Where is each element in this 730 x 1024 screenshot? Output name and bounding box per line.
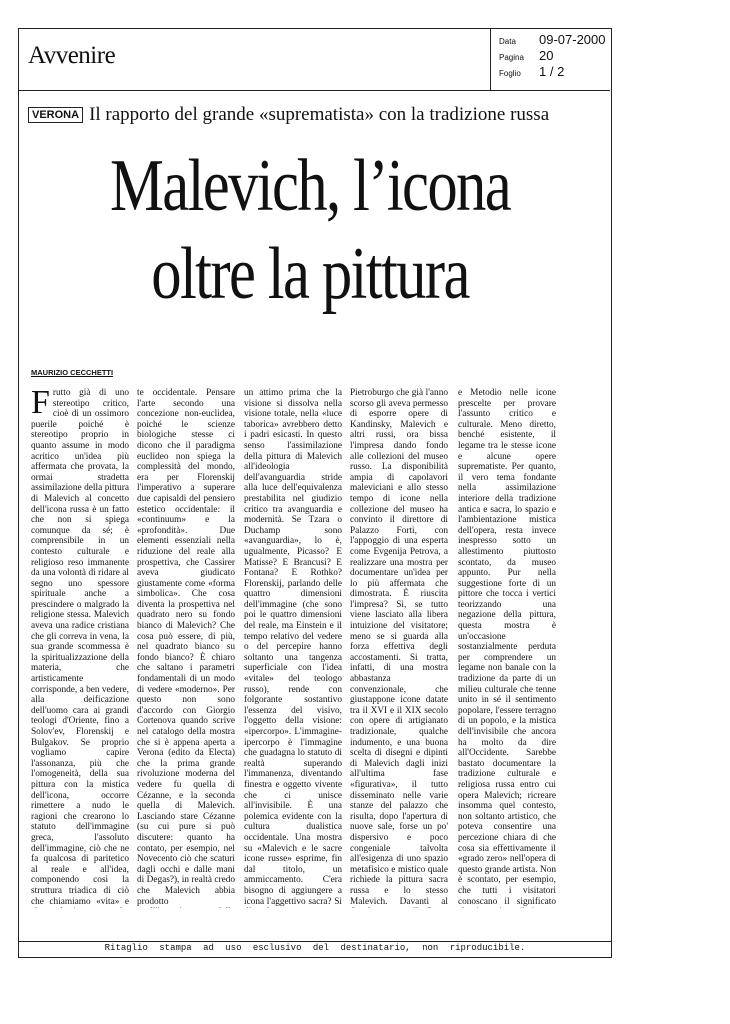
date-label: Data [499,37,516,46]
reproduction-notice: Ritaglio stampa ad uso esclusivo del destinatario, non riproducibile. [18,939,612,958]
column-2-text: te occidentale. Pensare l'arte secondo una concezione non-euclidea, poiché le scienze biologiche stesse ci dicono che il paradigma euclideo non spiega la complessità del mondo, era per Florenskij l'imperativo a superare due capisaldi del pensiero estetico occidentale: il «continuum» e la «profondità». Due elementi essenziali nella riduzione del reale alla prospettiva, che Cassirer aveva giudicato giustamente come «forma simbolica». Che cosa diventa la prospettiva nel quadrato nero su fondo bianco di Malevich? Che cosa può essere, di più, nel quadrato bianco su fondo bianco? È chiaro che saltano i parametri fondamentali di un modo di vedere «moderno». Per questo non sono d'accordo con Giorgio Cortenova quando scrive nel catalogo della mostra che si è appena aperta a Verona (edito da Electa) che la prima grande rivoluzione moderna del vedere fu quella di Cézanne, e la seconda quella di Malevich. Lasciando stare Cézanne (su cui pure si può discutere: quanto ha contato, per esempio, nel Novecento ciò che scaturì dagli occhi e dalle mani di Degas?), in realtà credo che Malevich abbia prodotto [137,388,235,907]
sheet-label: Foglio [499,69,521,78]
kicker-text: Il rapporto del grande «suprematista» con la tradizione russa [89,104,550,125]
date-value: 09-07-2000 [539,32,606,47]
newspaper-logo: Avvenire [28,42,116,69]
byline: MAURIZIO CECCHETTI [31,368,114,377]
date-row [499,32,610,48]
column-1-text: rutto già di uno stereotipo critico, cioè di un ossimoro puerile poiché è stereotipo proprio in quanto assume in modo acritico un'idea più affermata che provata, la ormai stradetta assimilazione della pittura di Malevich al concetto dell'icona russa è un fatto che non si spiega comunque da sé; è comprensibile in un contesto culturale e religioso reso immanente da una volontà di ridare al segno uno spessore spirituale anche a prescindere o malgrado la religione stessa. Malevich aveva una radice cristiana che gli correva in vena, la sua grande scommessa è la spiritualizzazione della materia, che artisticamente corrisponde, a ben vedere, alla deificazione dell'uomo cara ai grandi teologi d'Oriente, fino a Solov'ev, Florenskij e Bulgakov. Se proprio vogliamo capire l'assonanza, più che l'omogeneità, della sua pittura con la mistica dell'icona, occorre rimettere a nudo le ragioni che crearono lo statuto dell'immagine greca, l'assoluto dell'immagine, ciò che ne fa qualcosa di paritetico al reale e all'idea, componendo così la struttura triadica di ciò che chiamiamo «vita» e [31,388,129,907]
clipping-meta [490,28,610,90]
page-value: 20 [539,48,554,63]
page-label: Pagina [499,53,524,62]
article-column-2 [137,388,235,908]
drop-cap: F [31,388,50,421]
sheet-value: 1 / 2 [539,64,565,79]
article-column-4 [350,388,448,908]
article-column-3 [244,388,342,908]
article-column-1 [31,388,129,908]
article-column-5 [458,388,556,908]
headline-line-1: Malevich, l’icona [109,145,511,227]
headline-line-2: oltre la pittura [151,233,469,315]
sheet-row [499,64,610,80]
column-5-text: e Metodio nelle icone prescelte per provare l'assunto critico e culturale. Meno diretto, benché esistente, il legame tra le stesse icone e alcune opere suprematiste. Per quanto, il vero tema fondante nella assimilazione interiore della tradizione antica e sacra, lo spazio e l'ambientazione mistica dell'opera, resta invece inespresso sotto un allestimento piuttosto scontato, da museo appunto. Pur nella suggestione forte di un pittore che tocca i vertici teorizzando una negazione della pittura, questa mostra è un'occasione sostanzialmente perduta per comprendere un legame non banale con la tradizione da parte di un milieu culturale che tenne unito in sé il sentimento popolare, l'essere terragno di un popolo, e la mistica dell'invisibile che ancora ha molto da dire all'Occidente. Sarebbe bastato documentare la tradizione culturale e religiosa russa entro cui opera Malevich; ricreare insomma quel contesto, non soltanto artistico, che poteva consentire una percezione chiara di che cosa sia effettivamente il «grado zero» nell'opera di questo grande artista. Non è scontato, per esempio, che tutti i visitatori conoscano il significato [458,388,556,907]
article-kicker [28,104,549,126]
column-4-text: Pietroburgo che già l'anno scorso gli aveva permesso di esporre opere di Kandinsky, Malevich e altri russi, ora bissa l'impresa dando fondo alle collezioni del museo russo. La disponibilità ampia di capolavori maleviciani e allo stesso tempo di icone nella collezione del museo ha convinto il direttore di Palazzo Forti, con l'appoggio di una esperta come Evgenija Petrova, a realizzare una mostra per documentare un'idea per lo più affermata che dimostrata. È riuscita l'impresa? Sì, se tutto viene lasciato alla libera intuizione del visitatore; meno se si guarda alla forza effettiva degli accostamenti. Si tratta, infatti, di una mostra abbastanza convenzionale, che giustappone icone datate tra il XVI e il XIX secolo con opere di artigianato tradizionale, qualche indumento, e una buona scelta di disegni e dipinti di Malevich dagli inizi all'ultima fase «figurativa», il tutto disseminato nelle varie stanze del palazzo che risulta, dopo l'apertura di nuove sale, forse un po' dispersivo e poco congeniale talvolta all'esigenza di uno spazio metafisico e mistico quale richiede la pittura sacra russa e lo stesso Malevich. Davanti al [350,388,448,907]
clipping-header [18,28,610,91]
page-row [499,48,610,64]
column-3-text: un attimo prima che la visione si dissolva nella visione totale, nella «luce taborica» avrebbero detto i padri esicasti. In questo senso l'assimilazione della pittura di Malevich all'ideologia dell'avanguardia stride alla luce dell'equivalenza prestabilita nel giudizio critico tra avanguardia e modernità. Se Tzara o Duchamp sono «avanguardia», lo è, ugualmente, Picasso? E Matisse? E Brancusi? E Fontana? E Rothko? Florenskij, parlando delle quattro dimensioni dell'immagine (che sono poi le quattro dimensioni del reale, ma Einstein e il tempo relativo del vedere o del percepire hanno soltanto una tangenza superficiale con l'idea «vitale» del teologo russo), rende con folgorante sostantivo l'essenza del visivo, l'oggetto della visione: «ipercorpo». L'immagine-ipercorpo è l'immagine che guadagna lo statuto di realtà superando l'immanenza, diventando finestra e oggetto vivente che ci unisce all'invisibile. È una polemica evidente con la cultura dualistica occidentale. Una mostra su «Malevich e le sacre icone russe» esprime, fin dal titolo, un ammiccamento. C'era bisogno di aggiungere a icona l'aggettivo sacra? Sì [244,388,342,907]
kicker-location-tag: VERONA [28,107,83,123]
